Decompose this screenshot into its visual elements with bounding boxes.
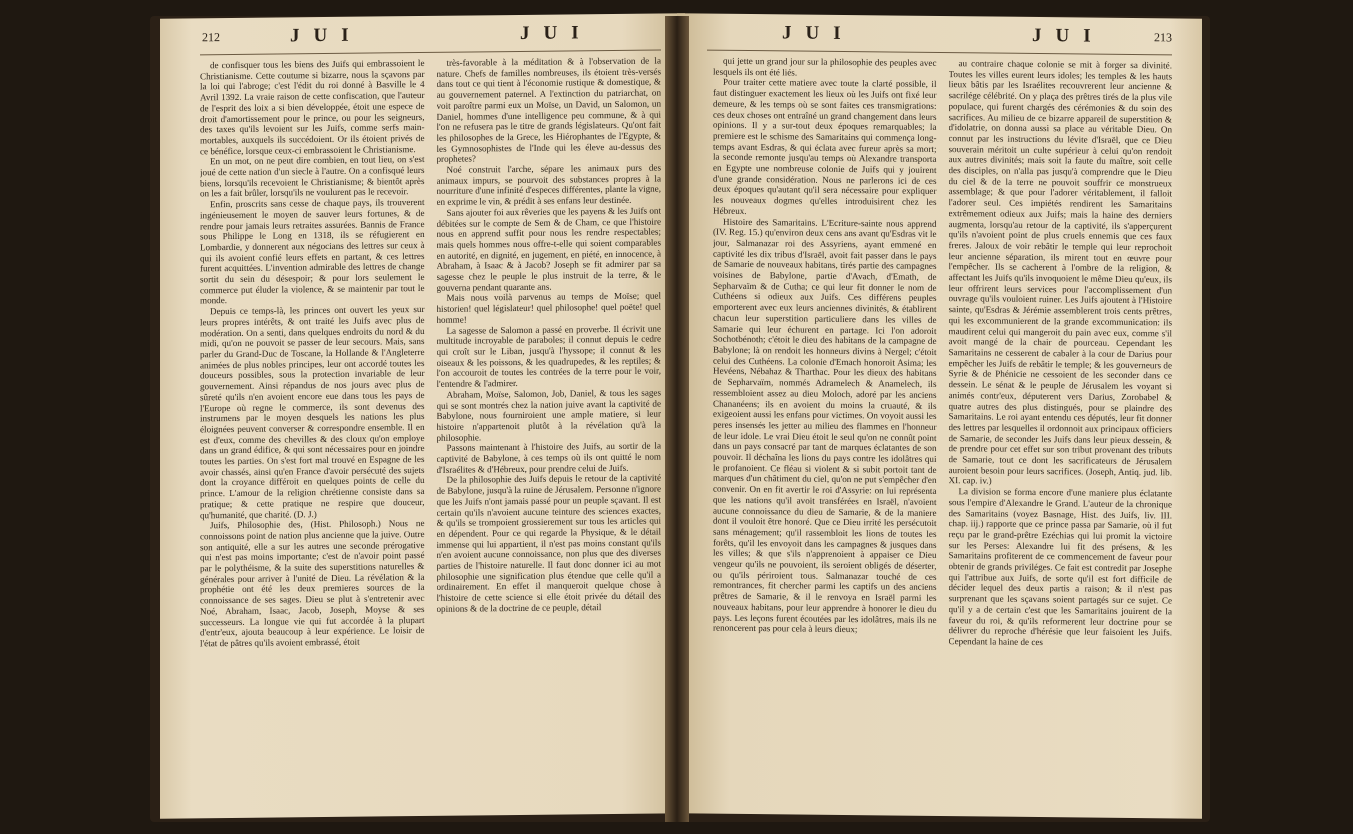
paragraph: En un mot, on ne peut dire combien, en tout lieu, on s'est joué de cette nation d'un siecle à l'autre. On a confisqué leurs biens, lorsqu'ils recevoient le Christianisme; & bientôt après on les a fait brûler, lorsqu'ils ne voulurent pas le recevoir. [200,154,425,199]
paragraph: Sans ajouter foi aux rêveries que les payens & les Juifs ont débitées sur le compte de Sem & de Cham, ce que l'histoire nous en apprend suffit pour nous les rendre respectables; mais quels hommes nous offre-t-elle qui soient comparables en autorité, en dignité, en jugement, en piété, en innocence, à Abraham, à Isaac & à Jacob? Joseph se fit admirer par sa sagesse chez le peuple le plus instruit de la terre, & le gouverna pendant quarante ans. [436,205,661,293]
text-column-1 [200,58,425,812]
paragraph: Pour traiter cette matiere avec toute la clarté possible, il faut distinguer exactement les lieux où les Juifs ont fixé leur demeure, & les temps où se sont faites ces transmigrations: ces deux choses ont entraîné un grand changement dans leurs opinions. Il y a sur-tout deux époques remarquables; la premiere est le schisme des Samaritains qui commença long-temps avant Esdras, & qui éclata avec fureur après sa mort; la seconde remonte jusqu'au temps où Alexandre transporta en Egypte une nombreuse colonie de Juifs qui y jouirent d'une grande considération. Nous ne parlerons ici de ces deux époques qu'autant qu'il sera nécessaire pour expliquer les nouveaux dogmes qu'elles introduisirent chez les Hébreux. [713,77,937,216]
paragraph: qui jette un grand jour sur la philosophie des peuples avec lesquels ils ont été liés. [713,55,937,78]
open-book [150,16,1210,822]
page-number: 213 [1154,30,1172,45]
paragraph: Abraham, Moïse, Salomon, Job, Daniel, & tous les sages qui se sont montrés chez la nation juive avant la captivité de Babylone, nous fourniroient une ample matiere, si leur histoire n'appartenoit plutôt à la révélation qu'à la philosophie. [436,387,661,443]
book-gutter [665,16,689,822]
text-columns [713,56,1172,813]
right-page [677,13,1202,818]
running-head-left [160,13,685,52]
running-head-right [677,13,1202,52]
page-number: 212 [202,30,220,45]
text-column-2 [949,58,1173,812]
paragraph: Enfin, proscrits sans cesse de chaque pays, ils trouverent ingénieusement le moyen de sauver leurs fortunes, & de rendre pour jamais leurs retraites assurées. Bannis de France sous Philippe le Long en 1318, ils se réfugierent en Lombardie, y donnerent aux négocians des lettres sur ceux à qui ils avoient confié leurs effets en partant, & ces lettres furent acquittées. L'invention admirable des lettres de change sortit du sein du désespoir; & pour lors seulement le commerce put éluder la violence, & se maintenir par tout le monde. [200,197,425,306]
paragraph: Mais nous voilà parvenus au temps de Moïse; quel historien! quel législateur! quel philosophe! quel poëte! quel homme! [436,290,661,325]
paragraph: La sagesse de Salomon a passé en proverbe. Il écrivit une multitude incroyable de paraboles; il connut depuis le cedre qui croît sur le Liban, jusqu'à l'hyssope; il connut & les oiseaux & les poissons, & les quadrupedes, & les reptiles; & l'on accouroit de toutes les contrées de la terre pour le voir, l'entendre & l'admirer. [436,323,661,389]
paragraph: Passons maintenant à l'histoire des Juifs, au sortir de la captivité de Babylone, à ces temps où ils ont quitté le nom d'Israélites & d'Hébreux, pour prendre celui de Juifs. [436,440,661,475]
paragraph: de confisquer tous les biens des Juifs qui embrassoient le Christianisme. Cette coutume si bizarre, nous la sçavons par la loi qui l'abroge; c'est l'édit du roi donné à Basville le 4 Avril 1392. La vraie raison de cette confiscation, que l'auteur de l'esprit des loix a si bien développée, étoit une espece de droit d'amortissement pour le prince, ou pour les seigneurs, des taxes qu'ils levoient sur les Juifs, comme serfs main-mortables, auxquels ils succédoient. Or ils étoient privés de ce bénéfice, lorsque ceux-ci embrassoient le Christianisme. [200,57,425,156]
text-column-1 [713,56,937,810]
left-page [160,13,685,818]
running-head-word: JUI [520,22,593,44]
text-column-2 [437,56,662,810]
paragraph: Depuis ce temps-là, les princes ont ouvert les yeux sur leurs propres intérêts, & ont traité les Juifs avec plus de modération. On a senti, dans quelques endroits du nord & du midi, qu'on ne pouvoit se passer de leur secours. Mais, sans parler du Grand-Duc de Toscane, la Hollande & l'Angleterre animées de plus nobles principes, leur ont accordé toutes les douceurs possibles, sous la protection invariable de leur gouvernement. Ainsi répandus de nos jours avec plus de sûreté qu'ils n'en avoient encore eue dans tous les pays de l'Europe où regne le commerce, ils sont devenus des instrumens par le moyen desquels les nations les plus éloignées peuvent converser & correspondre ensemble. Il en est d'eux, comme des chevilles & des cloux qu'on employe dans un grand édifice, & qui sont nécessaires pour en joindre toutes les parties. On s'est fort mal trouvé en Espagne de les avoir chassés, ainsi qu'en France d'avoir persécuté des sujets dont la croyance différoit en quelques points de celle du prince. L'amour de la religion chrétienne consiste dans sa pratique; & cette pratique ne respire que douceur, qu'humanité, que charité. (D. J.) [200,304,425,520]
paragraph: Noé construit l'arche, sépare les animaux purs des animaux impurs, se pourvoit des substances propres à la nourriture d'une infinité d'especes différentes, plante la vigne, en exprime le vin, & prédit à ses enfans leur destinée. [436,162,661,207]
paragraph: très-favorable à la méditation & à l'observation de la nature. Chefs de familles nombreuses, ils étoient très-versés dans tout ce qui tient à l'économie rustique & domestique, & au gouvernement paternel. A l'extinction du patriarchat, on voit paroître parmi eux un Moïse, un David, un Salomon, un Daniel, hommes d'une intelligence peu commune, & à qui l'on ne refusera pas le titre de grands législateurs. Qu'ont fait les philosophes de la Grece, les Hiérophantes de l'Egypte, & les Gymnosophistes de l'Inde qui les éleve au-dessus des prophetes? [436,55,661,165]
paragraph: Juifs, Philosophie des, (Hist. Philosoph.) Nous ne connoissons point de nation plus ancienne que la juive. Outre son antiquité, elle a sur les autres une seconde prérogative qui n'est pas moins importante; c'est de n'avoir point passé par le polythéisme, & la suite des superstitions naturelles & générales pour arriver à l'unité de Dieu. La révélation & la prophétie ont été les deux premieres sources de la connoissance de ses sages. Dieu se plut à s'entretenir avec Noé, Abraham, Isaac, Jacob, Joseph, Moyse & ses successeurs. La longue vie qui fut accordée à la plupart d'entr'eux, ajouta beaucoup à leur expérience. Le loisir de l'état de pâtres qu'ils avoient embrassé, étoit [200,518,425,649]
running-head-word: JUI [1032,24,1105,47]
text-columns [200,56,661,813]
paragraph: au contraire chaque colonie se mit à forger sa divinité. Toutes les villes eurent leurs idoles; les temples & les hauts lieux bâtis par les Israélites recouvrerent leur ancienne & sacrilége célébrité. On y plaça des prêtres tirés de la plus vile populace, qui furent chargés des cérémonies & du soin des sacrifices. Au milieu de ce bizarre appareil de superstition & d'idolatrie, on donna aussi sa place au véritable Dieu. On connut par les instructions du lévite d'Israël, que ce Dieu souverain méritoit un culte supérieur à celui qu'on rendoit aux autres divinités; mais soit la faute du maître, soit celle des disciples, on n'alla pas jusqu'à comprendre que le Dieu du ciel & de la terre ne pouvoit souffrir ce monstrueux assemblage; & que pour l'adorer véritablement, il falloit l'adorer seul. Ces impiétés rendirent les Samaritains extrêmement odieux aux Juifs; mais la haine des derniers augmenta, lorsqu'au retour de la captivité, ils s'apperçurent qu'ils n'avoient point de plus cruels ennemis que ces faux freres. Jaloux de voir rebâtir le temple qui leur reprochoit leur ancienne séparation, ils mirent tout en œuvre pour l'empêcher. Ils se cacherent à l'ombre de la religion, & affectant les Juifs qu'ils invoquoient le même Dieu qu'eux, ils leur offrirent leurs services pour l'accomplissement d'un ouvrage qu'ils vouloient ruiner. Les Juifs ajoutent à l'Histoire sainte, qu'Esdras & Jérémie assemblerent trois cents prêtres, qui les excommunierent de la grande excommunication: ils maudirent celui qui mangeroit du pain avec eux, comme s'il avoit mangé de la chair de pourceau. Cependant les Samaritains ne cesserent de cabaler à la cour de Darius pour empêcher les Juifs de rebâtir le temple; & les gouverneurs de Syrie & de Phénicie ne cessoient de les seconder dans ce dessein. Le sénat & le peuple de Jérusalem les voyant si animés contr'eux, députerent vers Darius, Zorobabel & quatre autres des plus distingués, pour se plaindre des Samaritains. Le roi ayant entendu ces députés, leur fit donner des lettres par lesquelles il ordonnoit aux principaux officiers de Samarie, de seconder les Juifs dans leur pieux dessein, & de prendre pour cet effet sur son tribut provenant des tributs de Samarie, tout ce dont les sacrificateurs de Jérusalem auroient besoin pour leurs sacrifices. (Joseph, Antiq. jud. lib. XI. cap. iv.) [948,58,1172,486]
paragraph: Histoire des Samaritains. L'Ecriture-sainte nous apprend (IV. Reg. 15.) qu'environ deux cens ans avant qu'Esdras vit le jour, Salmanazar roi des Assyriens, ayant emmené en captivité les dix tribus d'Israël, avoit fait passer dans le pays de Samarie de nouveaux habitans, tirés partie des campagnes voisines de Babylone, partie d'Avach, d'Emath, de Sepharvaïm & de Cutha; ce qui leur fit donner le nom de Cuthéens si odieux aux Juifs. Ces différens peuples emporterent avec eux leurs anciennes divinités, & établirent chacun leur superstition particuliere dans les villes de Samarie qui leur échurent en partage. Ici l'on adoroit Sochotbénoth; c'étoit le dieu des habitans de la campagne de Babylone; là on rendoit les honneurs divins à Nergel; c'étoit celui des Cuthéens. La colonie d'Emach honoroit Asima; les Hevéens, Nébahaz & Tharthac. Pour les dieux des habitans de Sepharvaïm, nommés Adramelech & Anamelech, ils ressembloient assez au dieu Moloch, adoré par les anciens Chananéens; ils en avoient du moins la cruauté, & ils exigeoient aussi les enfans pour victimes. On voyoit aussi les peres insensés les jetter au milieu des flammes en l'honneur de leur idole. Le vrai Dieu étoit le seul qu'on ne connût point dans un pays consacré par tant de marques éclatantes de son pouvoir. Il déchaîna les lions du pays contre les idolâtres qui le profanoient. Ce fléau si violent & si subit portoit tant de marques d'un châtiment du ciel, qu'on ne put s'empêcher d'en convenir. On en fit avertir le roi d'Assyrie: on lui représenta que les nations qu'il avoit transférées en Israël, n'avoient aucune connoissance du dieu de Samarie, & de la maniere dont il vouloit être honoré. Que ce Dieu irrité les persécutoit sans ménagement; qu'il rassembloit les lions de toutes les forêts, qu'il les envoyoit dans les campagnes & jusques dans les villes; & que s'ils n'apprenoient à appaiser ce Dieu vengeur qu'ils ne pouvoient, ils seroient obligés de déserter, ou qu'ils périroient tous. Salmanazar touché de ces remontrances, fit chercher parmi les captifs un des anciens prêtres de Samarie, & il le renvoya en Israël parmi les nouveaux habitans, pour leur apprendre à honorer le dieu du pays. Les leçons furent écoutées par les idolâtres, mais ils ne renoncerent pas pour cela à leurs dieux; [713,216,937,635]
running-head-word: JUI [290,24,363,47]
running-head-word: JUI [782,22,855,45]
paragraph: De la philosophie des Juifs depuis le retour de la captivité de Babylone, jusqu'à la ruine de Jérusalem. Personne n'ignore que les Juifs n'ont jamais passé pour un peuple sçavant. Il est certain qu'ils n'avoient aucune teinture des sciences exactes, & qu'ils se trompoient grossierement sur tous les articles qui en dépendent. Pour ce qui regarde la Physique, & le détail immense qui lui appartient, il n'est pas moins constant qu'ils n'en avoient aucune connoissance, non plus que des diverses parties de l'histoire naturelle. Il faut donc donner ici au mot philosophie une signification plus étendue que celle qu'il a ordinairement. En effet il manqueroit quelque chose à l'histoire de cette science si elle étoit privée du détail des opinions & de la doctrine de ce peuple, détail [436,472,661,614]
paragraph: La division se forma encore d'une maniere plus éclatante sous l'empire d'Alexandre le Grand. L'auteur de la chronique des Samaritains (voyez Basnage, Hist. des Juifs, liv. III. chap. iij.) rapporte que ce prince passa par Samarie, où il fut reçu par le grand-prêtre Ezéchias qui lui promit la victoire sur les Perses: Alexandre lui fit des présens, & les Samaritains profiterent de ce commencement de faveur pour obtenir de grands priviléges. Ce fait est contredit par Josephe qui l'attribue aux Juifs, de sorte qu'il est fort difficile de décider lequel des deux partis a raison; & il n'est pas surprenant que les sçavans soient partagés sur ce sujet. Ce qu'il y a de certain c'est que les Samaritains jouirent de la faveur du roi, & qu'ils reformerent leur doctrine pour se délivrer du reproche d'hérésie que leur faisoient les Juifs. Cependant la haine de ces [948,486,1172,648]
